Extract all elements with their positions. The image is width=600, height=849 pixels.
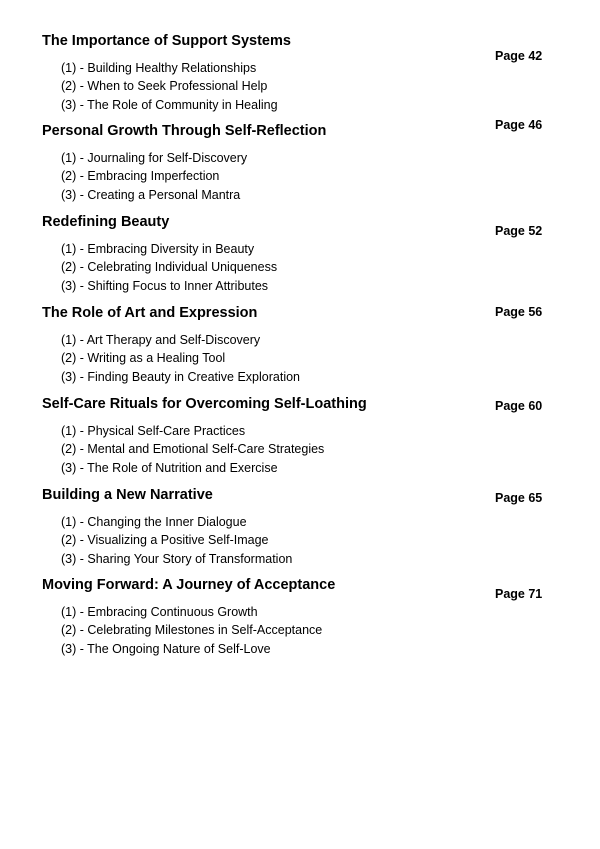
page-reference: Page 65 [495, 491, 543, 505]
subsection-item: (3) - Sharing Your Story of Transformation [61, 551, 293, 566]
subsection-item: (1) - Embracing Diversity in Beauty [61, 242, 255, 256]
subsection-item: (2) - Mental and Emotional Self-Care Strategies [61, 442, 325, 457]
subsection-item: (1) - Art Therapy and Self-Discovery [61, 333, 261, 347]
subsection-item: (1) - Changing the Inner Dialogue [61, 515, 247, 529]
subsection-item: (2) - Celebrating Individual Uniqueness [61, 260, 278, 275]
subsection-list [61, 422, 324, 477]
subsection-item: (2) - Visualizing a Positive Self-Image [61, 533, 269, 548]
subsection-item: (2) - Celebrating Milestones in Self-Acceptance [61, 623, 323, 638]
subsection-item: (3) - Finding Beauty in Creative Exploration [61, 369, 301, 384]
page-reference: Page 52 [495, 224, 543, 238]
subsection-item: (3) - Creating a Personal Mantra [61, 187, 241, 202]
subsection-list [61, 149, 247, 204]
page-reference: Page 46 [495, 118, 543, 132]
subsection-item: (1) - Embracing Continuous Growth [61, 605, 258, 619]
page-reference: Page 60 [495, 399, 543, 413]
section-title: Building a New Narrative [42, 487, 213, 503]
subsection-item: (1) - Physical Self-Care Practices [61, 424, 246, 438]
subsection-list [61, 240, 277, 295]
subsection-list [61, 513, 292, 568]
subsection-item: (3) - The Role of Community in Healing [61, 97, 278, 112]
section-title: Redefining Beauty [42, 214, 170, 230]
page-reference: Page 56 [495, 305, 543, 319]
subsection-item: (3) - The Ongoing Nature of Self-Love [61, 641, 271, 656]
subsection-item: (1) - Building Healthy Relationships [61, 61, 257, 75]
section-title: The Role of Art and Expression [42, 305, 258, 321]
section-title: Self-Care Rituals for Overcoming Self-Loathing [42, 396, 367, 412]
subsection-item: (2) - Writing as a Healing Tool [61, 351, 226, 366]
subsection-list [61, 331, 300, 386]
subsection-item: (2) - When to Seek Professional Help [61, 79, 268, 94]
section-title: The Importance of Support Systems [42, 33, 291, 49]
subsection-item: (1) - Journaling for Self-Discovery [61, 151, 248, 165]
page-reference: Page 42 [495, 49, 543, 63]
subsection-item: (3) - The Role of Nutrition and Exercise [61, 460, 278, 475]
subsection-list [61, 603, 322, 658]
section-title: Moving Forward: A Journey of Acceptance [42, 577, 336, 593]
subsection-item: (3) - Shifting Focus to Inner Attributes [61, 278, 269, 293]
subsection-list [61, 59, 278, 114]
page-reference: Page 71 [495, 587, 543, 601]
section-title: Personal Growth Through Self-Reflection [42, 123, 327, 139]
subsection-item: (2) - Embracing Imperfection [61, 169, 220, 184]
